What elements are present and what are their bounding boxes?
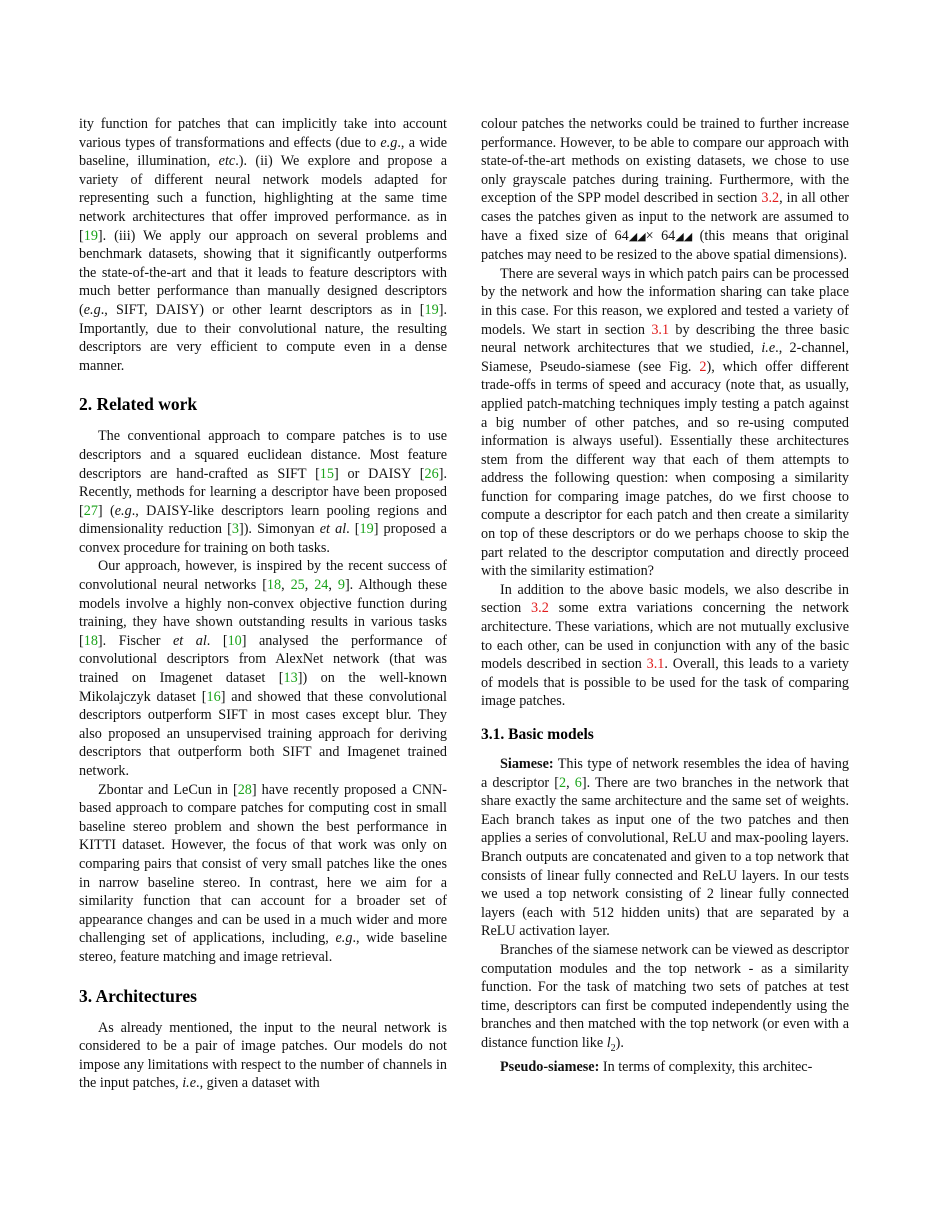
text: , [566, 774, 575, 791]
citation-link[interactable]: 28 [237, 781, 252, 798]
math-symbol: l [606, 1034, 611, 1051]
related-work-paragraph-2 [79, 557, 447, 780]
citation-link[interactable]: 9 [337, 577, 345, 594]
text: ]. Recently, methods for learning a descriptor have been proposed [ [79, 465, 447, 519]
section-link[interactable]: 3.1 [651, 321, 670, 338]
section-heading-related-work: 2. Related work [79, 394, 198, 415]
text: ). [615, 1034, 624, 1051]
abbrev: e.g [335, 930, 353, 947]
text: ), which offer different trade-offs in terms of speed and accuracy (note that, as usually, applied patch-matching techniques imply testing a patch against a big number of other patches, and so re-using computed information is always useful). Essentially these architectures stem from the different way that each of them attempts to address the following question: when composing a similarity function for comparing image patches, do we first choose to compute a descriptor for each patch and then create a similarity on top of these descriptors or do we perhaps choose to skip the part related to the descriptor computation and directly proceed with the similarity estimation? [481, 358, 850, 580]
text: Branches of the siamese network can be viewed as descriptor computation modules and the top network - as a similarity function. For the task of matching two sets of patches at test time, descriptors can first be computed independently using the branches and then matched with the top network (or even with a distance function like [481, 941, 849, 1051]
left-column [79, 115, 447, 1093]
citation-link[interactable]: 19 [359, 521, 374, 538]
text: ] analysed the performance of convolutional descriptors from AlexNet network (that was trained on Imagenet dataset [ [79, 632, 447, 687]
abbrev: e.g [114, 502, 132, 519]
architectures-paragraph-1 [79, 1019, 447, 1093]
citation-link[interactable]: 3 [231, 521, 239, 538]
text: ]). Simonyan [238, 521, 320, 538]
text: In terms of complexity, this architec- [599, 1059, 813, 1076]
broken-glyph: ◢◢ [628, 229, 646, 243]
siamese-branches-paragraph [481, 941, 849, 1058]
text: ] or DAISY [ [333, 465, 425, 482]
text: .). (ii) We explore and propose a variety of different neural network models adapted for representing such a function, highlighting at the same time network architectures that offer improved performance. as in [ [79, 153, 448, 244]
text: Our approach, however, is inspired by the recent success of convolutional neural networks [ [79, 558, 447, 594]
abbrev: i.e [182, 1075, 197, 1092]
text: , [304, 577, 315, 594]
math-subscript: 2 [610, 1042, 616, 1054]
related-work-paragraph-1 [79, 427, 447, 557]
text: ] and showed that these convolutional descriptors outperform SIFT in most cases except blur. They also proposed an unsupervised training approach for deriving descriptors that outperform both SIFT and Imagenet trained network. [79, 688, 447, 779]
architectures-paragraph-3 [481, 581, 849, 711]
abbrev: et al [319, 521, 347, 538]
text: by describing the three basic neural network architectures that we studied, [481, 321, 849, 357]
text: ]. Importantly, due to their convolutional nature, the resulting descriptors are very efficient to compute even in a dense manner. [79, 301, 447, 374]
architectures-paragraph-2 [481, 265, 849, 581]
citation-link[interactable]: 18 [266, 577, 282, 594]
text: As already mentioned, the input to the neural network is considered to be a pair of image patches. Our models do not impose any limitations with respect to the number of channels in the input patches, [79, 1019, 447, 1092]
text: × 64 [645, 227, 676, 244]
text: . [ [206, 632, 228, 649]
right-column [481, 115, 849, 1077]
text: ., given a dataset with [196, 1075, 320, 1092]
text: ., wide baseline stereo, feature matching and image retrieval. [79, 930, 448, 965]
text: This type of network resembles the idea of having a descriptor [ [481, 756, 849, 791]
text: some extra variations concerning the network architecture. These variations, which are not mutually exclusive to each other, can be used in conjunction with any of the basic models described in section [481, 600, 849, 673]
abbrev: etc [218, 153, 236, 170]
paragraph-label: Pseudo-siamese: [500, 1059, 600, 1076]
related-work-paragraph-3 [79, 781, 447, 967]
text: colour patches the networks could be trained to further increase performance. However, to be able to compare our approach with state-of-the-art methods on existing datasets, we chose to use only grayscale patches during training. Furthermore, with the exception of the SPP model described in section [481, 116, 849, 207]
text: (this means that original patches may need to be resized to the above spatial dimensions). [481, 227, 849, 264]
citation-link[interactable]: 16 [206, 688, 221, 705]
citation-link[interactable]: 10 [227, 632, 242, 649]
architectures-paragraph-continued [481, 115, 849, 265]
text: ., a wide baseline, illumination, [79, 134, 447, 170]
text: , [328, 577, 338, 594]
text: In addition to the above basic models, we also describe in section [481, 581, 849, 617]
text: ] ( [97, 502, 115, 519]
text: Zbontar and LeCun in [ [98, 781, 238, 798]
citation-link[interactable]: 25 [290, 577, 305, 594]
citation-link[interactable]: 13 [283, 670, 298, 687]
broken-glyph: ◢◢ [675, 229, 693, 243]
citation-link[interactable]: 19 [83, 227, 98, 244]
text: . Overall, this leads to a variety of models that is possible to be used for the task of comparing image patches. [481, 656, 849, 710]
section-heading-architectures: 3. Architectures [79, 985, 197, 1006]
text: ]. (iii) We apply our approach on several problems and benchmark datasets, showing that it significantly outperforms the state-of-the-art and that it leads to feature descriptors with much better performance than manually designed descriptors ( [79, 227, 447, 318]
abbrev: e.g [83, 301, 101, 318]
citation-link[interactable]: 27 [83, 502, 98, 519]
citation-link[interactable]: 19 [424, 301, 439, 318]
paragraph-label: Siamese: [500, 756, 554, 772]
text: ]) on the well-known Mikolajczyk dataset [ [79, 670, 447, 705]
text: The conventional approach to compare patches is to use descriptors and a squared euclidean distance. Most feature descriptors are hand-crafted as SIFT [ [79, 428, 447, 482]
text: ., 2-channel, Siamese, Pseudo-siamese (see Fig. [481, 340, 849, 375]
text: ]. There are two branches in the network that share exactly the same architecture and the same set of weights. Each branch takes as input one of the two patches and then applies a series of convolutional, ReLU and max-pooling layers. Branch outputs are concatenated and given to a top network that consists of linear fully connected and ReLU layers. In our tests we used a top network consisting of 2 linear fully connected layers (each with 512 hidden units) that are separated by a ReLU activation layer. [481, 774, 849, 940]
text: ., DAISY-like descriptors learn pooling regions and dimensionality reduction [ [79, 502, 447, 538]
section-link[interactable]: 3.1 [646, 656, 665, 673]
text: ] proposed a convex procedure for training on both tasks. [79, 521, 447, 556]
text: ., SIFT, DAISY) or other learnt descriptors as in [ [100, 301, 425, 318]
pseudo-siamese-paragraph [481, 1058, 849, 1077]
text: ] have recently proposed a CNN-based approach to compare patches for computing cost in small baseline stereo problem and shown the best performance in KITTI dataset. However, the focus of that work was only on comparing pairs that consist of very small patches like the ones in narrow baseline stereo. In contrast, here we aim for a similarity function that can account for a broader set of appearance changes and can be used in a much wider and more challenging set of applications, including, [79, 781, 447, 947]
section-link[interactable]: 3.2 [531, 600, 549, 617]
abbrev: e.g [380, 134, 398, 151]
subsection-heading-basic-models: 3.1. Basic models [481, 726, 594, 743]
citation-link[interactable]: 18 [83, 632, 98, 649]
citation-link[interactable]: 6 [574, 774, 582, 791]
abbrev: et al [172, 632, 207, 649]
text: , [281, 577, 291, 594]
text: ]. Fischer [97, 632, 173, 649]
text: , in all other cases the patches given as input to the network are assumed to have a fixed size of 64 [481, 190, 849, 244]
intro-paragraph-end [79, 115, 447, 375]
figure-link[interactable]: 2 [699, 358, 707, 375]
text: ]. Although these models involve a highly non-convex objective function during training, they have shown outstanding results in various tasks [ [79, 577, 447, 649]
text: . [ [346, 521, 360, 538]
text: ity function for patches that can implicitly take into account various types of transformations and effects (due to [79, 116, 447, 151]
abbrev: i.e [761, 340, 776, 357]
citation-link[interactable]: 26 [424, 465, 439, 482]
citation-link[interactable]: 15 [319, 465, 334, 482]
text: There are several ways in which patch pairs can be processed by the network and how the information sharing can take place in this case. For this reason, we explored and tested a variety of models. We start in section [481, 265, 849, 338]
siamese-paragraph [481, 755, 849, 941]
citation-link[interactable]: 2 [558, 774, 567, 791]
section-link[interactable]: 3.2 [761, 190, 780, 207]
citation-link[interactable]: 24 [314, 577, 329, 594]
